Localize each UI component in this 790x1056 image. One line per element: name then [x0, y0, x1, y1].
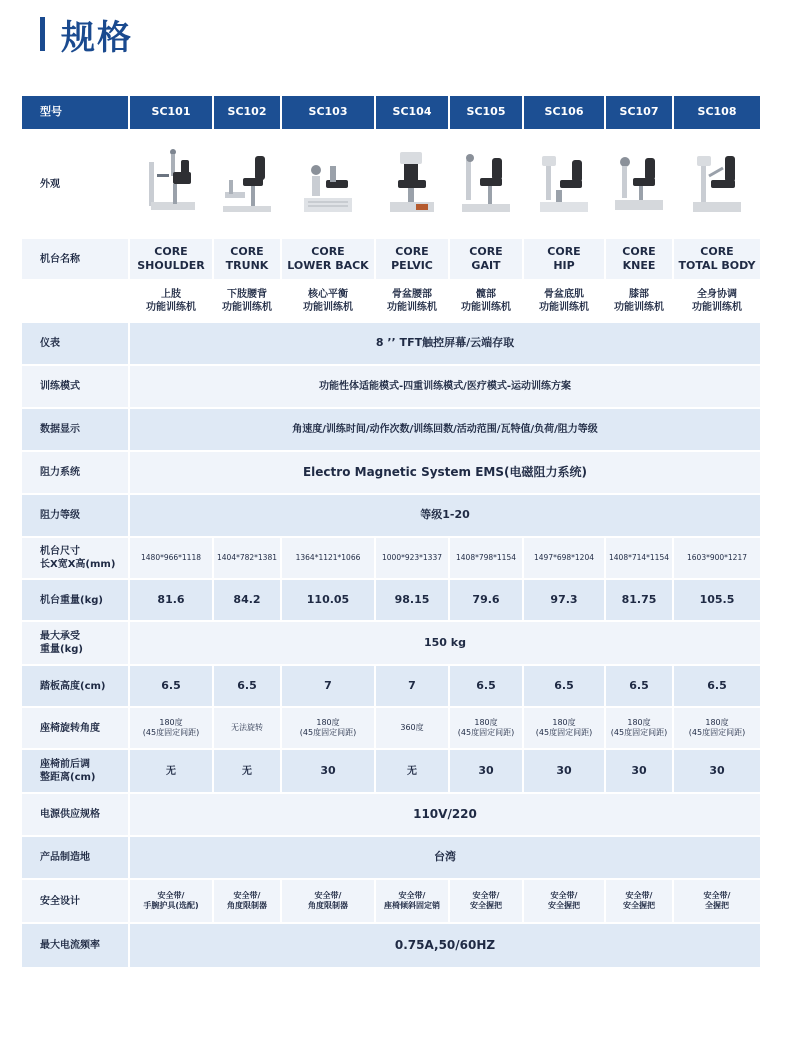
seat-adjust-row: [22, 750, 760, 792]
header-sc107: SC107: [606, 96, 672, 129]
name-cn-cell: 髋部 功能训练机: [450, 281, 522, 321]
seat-adjust-cell: 无: [214, 750, 280, 792]
weight-cell: 84.2: [214, 580, 280, 620]
size-cell: 1603*900*1217: [674, 538, 760, 578]
size-cell: 1364*1121*1066: [282, 538, 374, 578]
mode-label: 训练模式: [22, 366, 128, 407]
max-load-value: 150 kg: [130, 622, 760, 664]
seat-adjust-cell: 30: [450, 750, 522, 792]
machine-image: [143, 146, 199, 222]
name-cn-cell: 骨盆腰部 功能训练机: [376, 281, 448, 321]
safety-cell: 安全带/ 安全握把: [524, 880, 604, 922]
name-cn-cell: 核心平衡 功能训练机: [282, 281, 374, 321]
seat-rotate-cell: 180度 (45度固定间距): [450, 708, 522, 748]
machine-image: [611, 146, 667, 222]
seat-rotate-cell: 180度 (45度固定间距): [524, 708, 604, 748]
weight-cell: 105.5: [674, 580, 760, 620]
header-sc103: SC103: [282, 96, 374, 129]
seat-adjust-cell: 30: [606, 750, 672, 792]
resistance-label: 阻力系统: [22, 452, 128, 493]
name-cell: CORE TRUNK: [214, 239, 280, 279]
max-load-row: [22, 622, 760, 664]
seat-adjust-cell: 无: [130, 750, 212, 792]
seat-adjust-cell: 30: [282, 750, 374, 792]
safety-cell: 安全带/ 角度限制器: [282, 880, 374, 922]
pedal-row: [22, 666, 760, 706]
display-label: 数据显示: [22, 409, 128, 450]
origin-label: 产品制造地: [22, 837, 128, 878]
machine-image: [458, 146, 514, 222]
size-row: [22, 538, 760, 578]
name-cell: CORE PELVIC: [376, 239, 448, 279]
page-title: 规格: [61, 17, 133, 58]
pedal-cell: 6.5: [674, 666, 760, 706]
origin-row: [22, 837, 760, 878]
seat-rotate-cell: 360度: [376, 708, 448, 748]
power-row: [22, 794, 760, 835]
name-cn-row: [22, 281, 760, 321]
header-sc105: SC105: [450, 96, 522, 129]
power-value: 110V/220: [130, 794, 760, 835]
machine-image: [689, 146, 745, 222]
power-label: 电源供应规格: [22, 794, 128, 835]
display-row: [22, 409, 760, 450]
current-label: 最大电流频率: [22, 924, 128, 967]
seat-adjust-cell: 30: [674, 750, 760, 792]
seat-adjust-cell: 30: [524, 750, 604, 792]
name-cell: CORE SHOULDER: [130, 239, 212, 279]
safety-cell: 安全带/ 座椅倾斜固定销: [376, 880, 448, 922]
size-cell: 1497*698*1204: [524, 538, 604, 578]
seat-rotate-cell: 180度 (45度固定间距): [674, 708, 760, 748]
name-cell: CORE TOTAL BODY: [674, 239, 760, 279]
weight-label: 机台重量(kg): [22, 580, 128, 620]
display-value: 角速度/训练时间/动作次数/训练回数/活动范围/瓦特值/负荷/阻力等级: [130, 409, 760, 450]
seat-rotate-label: 座椅旋转角度: [22, 708, 128, 748]
weight-row: [22, 580, 760, 620]
pedal-cell: 7: [282, 666, 374, 706]
safety-cell: 安全带/ 安全握把: [606, 880, 672, 922]
header-sc106: SC106: [524, 96, 604, 129]
level-value: 等级1-20: [130, 495, 760, 536]
pedal-cell: 6.5: [130, 666, 212, 706]
pedal-cell: 6.5: [524, 666, 604, 706]
name-label: 机台名称: [22, 239, 128, 279]
pedal-label: 踏板高度(cm): [22, 666, 128, 706]
weight-cell: 81.75: [606, 580, 672, 620]
header-sc101: SC101: [130, 96, 212, 129]
max-load-label: 最大承受 重量(kg): [22, 622, 128, 664]
header-sc102: SC102: [214, 96, 280, 129]
machine-image: [300, 146, 356, 222]
weight-cell: 110.05: [282, 580, 374, 620]
header-row: [22, 96, 760, 129]
size-cell: 1408*798*1154: [450, 538, 522, 578]
seat-rotate-cell: 180度 (45度固定间距): [282, 708, 374, 748]
meter-label: 仪表: [22, 323, 128, 364]
weight-cell: 98.15: [376, 580, 448, 620]
appearance-label: 外观: [22, 131, 128, 237]
seat-rotate-cell: 无法旋转: [214, 708, 280, 748]
seat-rotate-cell: 180度 (45度固定间距): [606, 708, 672, 748]
appearance-row: [22, 131, 760, 237]
name-cell: CORE HIP: [524, 239, 604, 279]
safety-cell: 安全带/ 全握把: [674, 880, 760, 922]
pedal-cell: 6.5: [450, 666, 522, 706]
name-cell: CORE KNEE: [606, 239, 672, 279]
weight-cell: 79.6: [450, 580, 522, 620]
mode-row: [22, 366, 760, 407]
meter-value: 8 ’’ TFT触控屏幕/云端存取: [130, 323, 760, 364]
machine-image: [219, 146, 275, 222]
weight-cell: 97.3: [524, 580, 604, 620]
spec-table: [20, 94, 762, 969]
size-label: 机台尺寸 长X宽X高(mm): [22, 538, 128, 578]
name-row: [22, 239, 760, 279]
pedal-cell: 6.5: [606, 666, 672, 706]
size-cell: 1480*966*1118: [130, 538, 212, 578]
size-cell: 1000*923*1337: [376, 538, 448, 578]
name-cn-cell: 骨盆底肌 功能训练机: [524, 281, 604, 321]
heading-accent-bar: [40, 17, 45, 51]
meter-row: [22, 323, 760, 364]
name-cn-cell: 膝部 功能训练机: [606, 281, 672, 321]
header-model: 型号: [22, 96, 128, 129]
name-cn-cell: 下肢腰背 功能训练机: [214, 281, 280, 321]
size-cell: 1404*782*1381: [214, 538, 280, 578]
name-cell: CORE LOWER BACK: [282, 239, 374, 279]
header-sc108: SC108: [674, 96, 760, 129]
current-value: 0.75A,50/60HZ: [130, 924, 760, 967]
current-row: [22, 924, 760, 967]
machine-image: [536, 146, 592, 222]
weight-cell: 81.6: [130, 580, 212, 620]
resistance-row: [22, 452, 760, 493]
mode-value: 功能性体适能模式-四重训练模式/医疗模式-运动训练方案: [130, 366, 760, 407]
safety-cell: 安全带/ 安全握把: [450, 880, 522, 922]
size-cell: 1408*714*1154: [606, 538, 672, 578]
name-cn-cell: 上肢 功能训练机: [130, 281, 212, 321]
seat-rotate-cell: 180度 (45度固定间距): [130, 708, 212, 748]
safety-row: [22, 880, 760, 922]
header-sc104: SC104: [376, 96, 448, 129]
seat-adjust-label: 座椅前后调 整距离(cm): [22, 750, 128, 792]
pedal-cell: 6.5: [214, 666, 280, 706]
section-heading: [40, 12, 133, 56]
name-cn-cell: 全身协调 功能训练机: [674, 281, 760, 321]
pedal-cell: 7: [376, 666, 448, 706]
level-row: [22, 495, 760, 536]
origin-value: 台湾: [130, 837, 760, 878]
safety-cell: 安全带/ 角度限制器: [214, 880, 280, 922]
seat-adjust-cell: 无: [376, 750, 448, 792]
machine-image: [384, 146, 440, 222]
resistance-value: Electro Magnetic System EMS(电磁阻力系统): [130, 452, 760, 493]
safety-label: 安全设计: [22, 880, 128, 922]
name-cell: CORE GAIT: [450, 239, 522, 279]
seat-rotate-row: [22, 708, 760, 748]
level-label: 阻力等级: [22, 495, 128, 536]
safety-cell: 安全带/ 手腕护具(选配): [130, 880, 212, 922]
